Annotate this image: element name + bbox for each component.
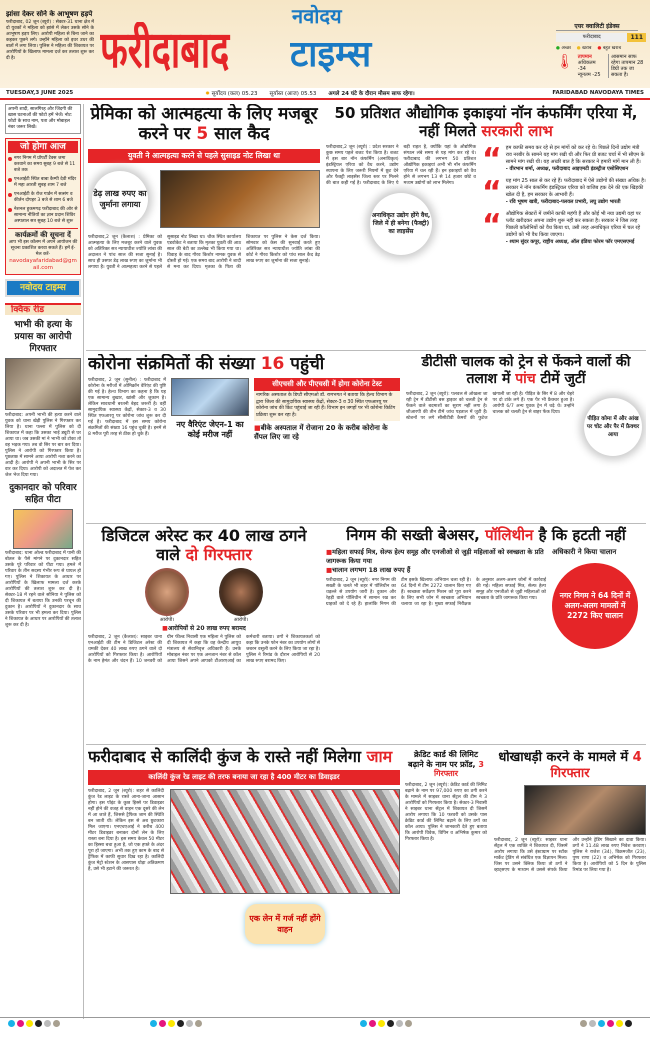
article-corona (88, 354, 400, 520)
date: TUESDAY,3 JUNE 2025 (6, 90, 74, 96)
aqi-heading: एयर क्वालिटी इंडेक्स (556, 22, 638, 31)
events-body: आप भी इस कॉलम में अपने आयोजन की सूचना प्रकाशित करवा सकते हैं। हमें ई-मेल करें- (8, 240, 78, 257)
aqi-legend-bad: ● खराब (576, 46, 592, 51)
subhead: ■आरोपियों से 20 लाख रुपए बरामद (162, 625, 246, 633)
quote: “ औद्योगिक सेक्टरों में जमीनें काफी महंगी हैं और कोई भी नया उद्यमी वहां पर प्लॉट खरीदकर अपना उद्योग शुरू नहीं कर सकता है। सरकार ने जिस तरह पिछली कॉलोनियों को वैध किया था, उसी तरह अनाधिकृत एरिया में चल रहे उद्योगों को भी वैध किया जाएगा। - श्याम सुंदर कपूर, राष्ट्रीय अध्यक्ष, ऑल इंडिया फोरम फॉर एमएसएमई (482, 208, 641, 245)
article-body: फरीदाबाद, 2 जून (ब्यूरो): पलवल से ओखला जा रही ट्रेन में डीटीसी बस ड्राइवर को चलती ट्रेन से फेंकने वाले बदमाशों का सुराग नहीं लगा है। जीआरपी की तीन टीमें जांच पड़ताल में जुटी हैं। स्टेशनों पर लगे सीसीटीवी कैमरों की फुटेज खंगाली जा रही है। पीड़ित के सिर में 8 और चेहरे पर दो टांके लगे हैं। एक पैर भी फ्रैक्चर हुआ है। आरोपी 6/7 अन्य युवक ट्रेन में चढ़े थे। उन्होंने चालक को चलती ट्रेन से बाहर फेंक दिया। (406, 391, 574, 421)
article-fraud (494, 750, 646, 1018)
callout-lane: एक लेन में गर्ज नहीं होंगे वाहन (245, 904, 325, 944)
photo-caption: आरोपी। (233, 617, 249, 624)
headline: 50 प्रतिशत औद्योगिक इकाइयां नॉन कंफर्मिंग एरिया में, नहीं मिलते सरकारी लाभ (334, 104, 638, 140)
headline: डीटीसी चालक को ट्रेन से फेंकने वालों की तलाश में पांच टीमें जुटीं (421, 354, 631, 387)
today-item: नगर निगम में प्रॉपर्टी टैक्स जमा करवाने का समय सुबह 9 बजे से 11 बजे तक (8, 156, 78, 174)
brand: FARIDABAD NAVODAYA TIMES (552, 90, 644, 96)
article-body: फरीदाबाद, 2 जून (ब्यूरो): साइबर थाना सेंट्रल में एक व्यक्ति ने शिकायत दी, जिसमें आरोप लगाया कि उसे इंस्टाग्राम पर स्टॉक मार्केट ट्रेडिंग से संबंधित एक विज्ञापन मिला। जिस पर उसने क्लिक किया तो ठगों ने व्हाट्सएप के माध्यम से उससे संपर्क किया और उन्होंने ट्रेडिंग सिखाने का दावा किया। ठगों ने 11.48 लाख रुपए निवेश करवाए। पुलिस ने राजेश (34), विक्रमजीत (23), पुष्प राणा (22) व अभिषेक को गिरफ्तार किया है। आरोपियों को 5 दिन के पुलिस रिमांड पर लिया गया है। (494, 838, 646, 874)
today-box (5, 138, 81, 275)
today-item: एनआईटी के रोज गार्डन में सत्संग व कीर्तन दोपहर 3 बजे से शाम 6 बजे (8, 192, 78, 204)
sunset: सूर्यास्त (आज) 05.53 (269, 91, 317, 97)
temp-max: अधिकतम -34 (577, 60, 596, 72)
headline: क्रेडिट कार्ड की लिमिट बढ़ाने के नाम पर फ्रॉड, 3 गिरफ्तार (408, 750, 484, 779)
brief-body: फरीदाबाद, 02 जून (ब्यूरो) : सेक्टर-31 थाना क्षेत्र में दो युवकों ने महिला को झांसे में लेकर उसके सोने के आभूषण हड़प लिए। आरोपी महिला से बिना जाने का कहकर पूछने लगे। उन्होंने महिला को इधर उधर की बातों में लगा लिया। पुलिस ने महिला की शिकायत पर आरोपियों के खिलाफ मामला दर्ज कर तलाश शुरू कर दी है। (6, 20, 94, 61)
temp-label: तापमान (577, 54, 592, 60)
bullet: ■चालान लगभग 18 लाख रुपए हैं (326, 566, 411, 574)
headline: कोरोना संक्रमितों की संख्या 16 पहुंची (88, 354, 325, 374)
callout-injury: पीड़ित कोमा में और आंख पर चोट और पैर में फ्रैक्चर आया (584, 398, 642, 456)
thermometer-icon: 🌡 (556, 54, 574, 70)
accused-photo (145, 568, 189, 616)
sidebar (5, 104, 81, 1016)
callout-challans: नगर निगम ने 64 दिनों में अलग-अलग मामलों में 2272 किए चालान (552, 563, 638, 649)
arrest-photo (5, 358, 81, 410)
handcuffs-photo (524, 785, 646, 835)
headline: धोखाधड़ी करने के मामले में 4 गिरफ्तार (498, 750, 642, 781)
info-box: नागरिक अस्पताल के डिप्टी सीएमओ डॉ. रामभगत ने बताया कि हेल्थ विभाग के द्वारा जिला की सामुदायिक स्वास्थ्य केंद्रों, सेक्टर-3 व 30 स्थित एफआरयू पर कोरोना जांच की किट पहुंचाई जा रही हैं। विभाग इन जगहों पर भी कोरोना किटिंग प्रक्रिया शुरू कर रहा है। (254, 391, 400, 421)
aqi-city: फरीदाबाद (556, 33, 627, 42)
traffic-photo (170, 789, 400, 894)
today-title: जो होगा आज (8, 141, 78, 153)
article-industry (326, 104, 646, 346)
story-title: भाभी की हत्या के प्रयास का आरोपी गिरफ्तार (14, 320, 72, 354)
logo-faridabad: फरीदाबाद (100, 22, 230, 80)
sun-icon: ✹ (205, 91, 210, 97)
story-body: फरीदाबाद: अपनी भाभी की हत्या करने वाले युवक को थाना खेड़ी पुलिस ने गिरफ्तार कर लिया है। थाना पल्ला में पुलिस को दी शिकायत में कहा कि उसका भाई ड्यूटी से घर आया था। जब उसकी मां ने भाभी को टोका तो वह भड़क गया। तब वो सिर पर बार कर दिया। पुलिस ने आरोपी को गिरफ्तार किया है। पूछताछ में सामने आया आरोपी नशा करने का आदी है। आरोपी ने अपनी भाभी के सिर पर वार कर दिया। आरोपी को अदालत में पेश कर जेल भेज दिया गया। (5, 413, 81, 478)
accused-figure (219, 568, 263, 623)
weather-box (446, 22, 646, 78)
article-digital-arrest (88, 526, 320, 742)
headline: डिजिटल अरेस्ट कर 40 लाख ठगने वाले दो गिरफ्तार (101, 526, 307, 565)
email-link[interactable]: navodayafaridabad@gmail.com (9, 258, 77, 271)
sidebar-logo: नवोदय टाइम्स (5, 279, 81, 297)
weather-note: आसमान साफ रहेगा तापमान 28 डिग्री तक जा सकता है। (608, 54, 646, 78)
subhead: ■बीके अस्पताल में रोजाना 20 के करीब कोरोना के सैंपल लिए जा रहे (254, 424, 388, 442)
notice-box: अपनी शादी, सालगिरह और जिंदगी की खास घटनाओं की फोटो हमें भेजें। नोट: फोटो के साथ नाम, पता और मोबाइल नंबर जरूर लिखें। (5, 104, 81, 134)
article-body: फरीदाबाद, 2 जून (ब्यूरो): नगर निगम की सख्ती के चलते भी शहर में पॉलिथीन का धड़ल्ले से उपयोग जारी है। दुकान और रेहड़ी वाले पॉलिथीन में सामान रख कर ग्राहकों को दे रहे हैं। हालांकि निगम की टीम इसके खिलाफ अभियान चला रही है। 64 दिनों में टीम 2272 चालान किए गए हैं। स्वच्छता सर्वेक्षण मिशन को पूरा करने के लिए सभी जोन में स्वच्छता अभियान चलाया जा रहा है। मुख्य सफाई निरीक्षक के अनुसार अलग-अलग जोनों में कार्रवाई की गई। महिला सफाई मित्र, सेल्फ हेल्प समूह और एनजीओ से जुड़ी महिलाओं को स्वच्छता के प्रति जागरूक किया गया। (326, 578, 546, 607)
temp-min: न्यूनतम -25 (577, 72, 601, 78)
quote: “ यह मांग 25 साल से कर रहे हैं। फरीदाबाद में ऐसे उद्योगों की संख्या अधिक है। सरकार ने नॉन कंफर्मिंग इंडस्ट्रियल एरिया को वाजिब हक देने की एक खिड़की खोल दी है, हम सरकार के आभारी हैं। - रवि भूषण खत्री, फरीदाबाद-पलवल प्रभारी, लघु उद्योग भारती (482, 175, 646, 210)
events-title: कार्यक्रमों की सूचना दें (15, 231, 71, 239)
headline: प्रेमिका को आत्महत्या के लिए मजबूर करने पर 5 साल कैद (90, 104, 318, 145)
article-dtc (406, 354, 646, 520)
subhead-banner: कालिंदी कुंज रेड लाइट की तरफ बनाया जा रहा है 400 मीटर का डिवाइडर (88, 770, 400, 785)
gavel-photo (160, 170, 320, 228)
photo-caption: आरोपी। (159, 617, 175, 624)
logo-navoday: नवोदय (292, 4, 342, 28)
story-title: दुकानदार को परिवार सहित पीटा (9, 483, 77, 505)
accused-photo (219, 568, 263, 616)
color-registration-bar (360, 1020, 412, 1027)
forecast: अगले 24 घंटे के दौरान मौसम साफ रहेगा। (328, 91, 415, 97)
story-body: फरीदाबाद: थाना ओल्ड फरीदाबाद में पानी की बोतल के पैसे मांगने पर दुकानदार सहित उसके पूरे परिवार को पीटा गया। हमले में परिवार के तीन सदस्य गंभीर रूप से घायल हो गए। पुलिस ने शिकायत के आधार पर आरोपियों के खिलाफ मामला दर्ज करके आरोपियों की तलाश शुरू कर दी है। सेक्टर-18 में रहने वाले सोनिया ने पुलिस को दी शिकायत में बताया कि उनकी परचून की दुकान है। आरोपियों ने दुकानदार के साथ उसके परिवार पर भी हमला कर दिया। पुलिस ने शिकायत के आधार पर आरोपियों की तलाश शुरू कर दी है। (5, 551, 81, 628)
today-item: एनआईटी स्थित बाबा कैम्पी देवी मंदिर में महा आरती सुबह शाम 7 बजे (8, 177, 78, 189)
sunrise: ✹ सूर्योदय (कल) 05.23 (205, 91, 258, 97)
article-body: फरीदाबाद,2 जून (ब्यूरो) : प्रदेश सरकार ने कुछ समय पहले बजट पेश किया है। बजट में इस बार नॉन कंफर्मिंग (अनाधिकृत) इंडस्ट्रियल एरिया को वैध करने, उद्योग स्थापना के लिए जरूरी नियमों में छूट देने और फैक्ट्री लाइसेंस जिला स्तर पर मिलने की बात कही गई है। फरीदाबाद के लिए ये बड़ी राहत है, क्योंकि यहां के औद्योगिक संगठन लंबे समय से यह मांग कर रहे थे। फरीदाबाद की लगभग 50 प्रतिशत औद्योगिक इकाइयां अभी भी नॉन कंफर्मिंग एरिया में चल रही हैं। इन इकाइयों को वैध होने से लगभग 13 से 14 हजार छोटे व मध्यम उद्योगों को लाभ मिलेगा। (326, 145, 476, 186)
color-registration-bar (150, 1020, 202, 1027)
quick-read-header: क्विक रीड (5, 303, 81, 315)
brief-title: झांसा देकर सोने के आभूषण हड़पे (6, 10, 93, 18)
covid-test-photo (171, 378, 249, 416)
article-body: फरीदाबाद, 2 जून (ब्यूरो): शहर से कालिंदी कुंज रेड लाइट के रास्ते आना-जाना आसान होगा। इस पॉइंट के कुछ हिस्से पर डिवाइडर नहीं होने की वजह से वाहन एक दूसरे की लेन में आ जाते हैं, जिससे ट्रैफिक जाम की स्थिति बन जाती थी। लेकिन इस से अब छुटकारा मिल जाएगा। एनएचएआई ने करीब 400 मीटर डिवाइडर बनाकर दोनों लेन के लिए रास्ता बना दिया है। इस समय केवल 50 मीटर का हिस्सा बचा हुआ है, जो एक हफ्ते के अंदर पूरा हो जाएगा। अभी तक हुए काम के बाद से ट्रैफिक में काफी सुधार दिख रहा है। कालिंदी कुंज मेट्रो स्टेशन के आसपास थोड़ा अतिक्रमण है, उसे भी हटाने की जरूरत है। (88, 789, 164, 873)
quote: “ हम काफी समय कर रहे से इन मांगों को कर रहे थे। पिछले दिनों उद्योग मंत्री राव नरबीर के सामने यह मांग रखी थी और फिर प्री बजट चर्चा में भी सीएम के सामने मांग रखी थी। यह अच्छी बात है कि सरकार ने हमारी मांगें मान ली हैं। - वीरभान शर्मा, अध्यक्ष, फरीदाबाद आइएमटी इंडस्ट्रीज एसोसिएशन (482, 142, 645, 177)
headline: निगम की सख्ती बेअसर, पॉलिथीन है कि हटती नहीं (346, 526, 626, 544)
date-strip (0, 88, 650, 100)
quote-icon: “ (482, 142, 502, 177)
illustration-photo (13, 509, 73, 549)
subhead: अधिकारी ने किया चालान (552, 548, 617, 556)
article-kalindi-kunj (88, 747, 400, 1019)
accused-figure (145, 568, 189, 623)
callout-license: अनाधिकृत उद्योग होंगे वैध, जिले में ही बनेगा (फैक्ट्री) का लाइसेंस (370, 193, 432, 255)
aqi-value: 111 (627, 33, 646, 42)
article-suicide (88, 104, 320, 346)
today-item: नेशनल हुकमगढ़ फरीदाबाद की ओर से सामान्य नीतियों का ज्ञान प्रदान शिविर अस्पताल सत्र सुबह 10 बजे से शुरू (8, 207, 78, 225)
article-body: फरीदाबाद, 2 जून (सुनील) : फरीदाबाद में कोरोना के मरीजों में ओमिक्रॉन वेरिएंट की पुष्टि की गई है। हेल्थ विभाग का कहना है कि यह एक सामान्य बुखार, खांसी और जुकाम है। लेकिन सावधानी बरतनी बेहद जरूरी है। वहीं सामुदायिक स्वास्थ्य केंद्रों, सेक्टर-3 व 30 स्थित एफआरयू पर कोरोना जांच शुरू कर दी गई है। फरीदाबाद में इस समय कोरोना संक्रमितों की संख्या 16 पहुंच चुकी है। इनमें से 8 मरीज पूरी तरह से ठीक हो चुके हैं। (88, 378, 166, 438)
article-polythene (326, 526, 646, 742)
quote-icon: “ (482, 175, 502, 210)
masthead-brief (6, 10, 94, 86)
callout-fine: डेढ़ लाख रुपए का जुर्माना लगाया (92, 171, 148, 227)
article-body: फरीदाबाद, 2 जून (कैलाश): साइबर थाना एनआईटी की टीम ने डिजिटल अरेस्ट की धमकी देकर 40 लाख रुपए ठगने वाले दो आरोपियों को गिरफ्तार किया है। आरोपियों के नाम हेमंत और चंदन हैं। 10 जनवरी को ग्रीन फील्ड निवासी एक महिला ने पुलिस को दी शिकायत में कहा कि वह केन्द्रीय आयुध मंत्रालय से सेवानिवृत्त अधिकारी हैं। उनके मोबाइल नंबर पर एक अनजान नंबर से कॉल आया जिसने अपने आपको टीआरएआई का कर्मचारी बताया। ठगों ने शिकायतकर्ता को कहा कि उनके फोन नंबर का उपयोग लोगों से जबरन वसूली करने के लिए किया जा रहा है। पुलिस ने रिमांड के दौरान आरोपियों से 20 लाख रुपए बरामद किए। (88, 635, 320, 665)
aqi-legend-verybad: ● बहुत खराब (597, 46, 622, 51)
bullet: ■महिला सफाई मित्र, सेल्फ हेल्प समूह और एनजीओ से जुड़ी महिलाओं को स्वच्छता के प्रति जागरूक किया गया (326, 548, 544, 565)
subhead-banner: सीएचसी और पीएचसी में होगा कोरोना टेस्ट (254, 378, 400, 391)
subhead: नए वैरिएंट जेएन-1 का कोई मरीज नहीं (176, 420, 244, 439)
quote-icon: “ (482, 208, 502, 243)
article-body: फरीदाबाद, 2 जून (ब्यूरो): क्रेडिट कार्ड की लिमिट बढ़ाने के नाम पर 97,000 रुपए का ठगी करने के मामले में साइबर थाना सेंट्रल की टीम ने 3 आरोपियों को गिरफ्तार किया है। सेक्टर-3 निवासी ने साइबर थाना सेंट्रल में शिकायत दी जिसमें आरोप लगाया कि 10 फरवरी को उसके पास क्रेडिट कार्ड की लिमिट बढ़ाने के लिए ठगों का कॉल आया। पुलिस ने जानकारी देते हुए बताया कि आरोपी विवेक, विपिन व अभिषेक कुमार को गिरफ्तार किया है। (405, 782, 487, 842)
article-credit-card (405, 750, 487, 1018)
article-body: फरीदाबाद,2 जून (कैलाश) : प्रेमिका को आत्महत्या के लिए मजबूर करने वाले युवक को अतिरिक्त सत्र न्यायाधीश ज्योति लांबा की अदालत ने पांच साल की सजा सुनाई है। साथ ही उसपर डेढ़ लाख रुपए का जुर्माना भी लगाया है। युवती ने आत्महत्या करने से पहले सुसाइड नोट लिखा था। चौक स्थित कार्यालय एडवोकेट ने बताया कि मृतका युवती की आठ साल की बेटी का उल्लेख भी किया गया था। विवाह के बाद गौरव किशोर नामक युवक से दोस्ती हो गई। एक समय बाद आरोपी ने शादी से मना कर दिया। मृतका के पिता की शिकायत पर पुलिस ने केस दर्ज किया। सोमवार को केस की सुनवाई करते हुए अतिरिक्त सत्र न्यायाधीश ज्योति लांबा की कोर्ट ने गौरव किशोर को पांच साल कैद डेढ़ लाख रुपए का जुर्माना की सजा सुनाई। (88, 234, 320, 270)
logo-times: टाइम्स (290, 34, 372, 75)
color-registration-bar (8, 1020, 60, 1027)
headline: फरीदाबाद से कालिंदी कुंज के रास्ते नहीं मिलेगा जाम (88, 747, 393, 766)
subhead-banner: युवती ने आत्महत्या करने से पहले सुसाइड नोट लिखा था (88, 149, 320, 163)
aqi-legend-good: ● अच्छा (556, 46, 571, 51)
color-registration-bar (580, 1020, 632, 1027)
